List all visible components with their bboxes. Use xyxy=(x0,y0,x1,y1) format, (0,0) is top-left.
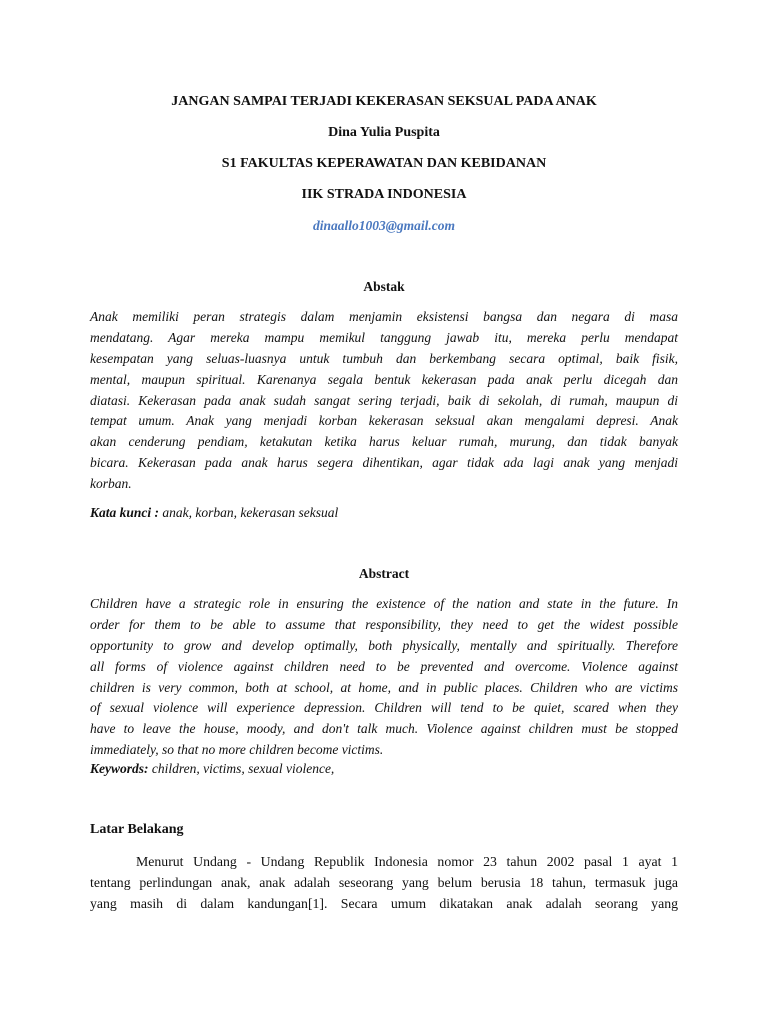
abstrak-keywords xyxy=(90,505,678,521)
abstract-line: Children have a strategic role in ensuring the existence of the nation and state in the future. In xyxy=(90,596,678,611)
abstract-paragraph xyxy=(90,594,678,761)
author-name: Dina Yulia Puspita xyxy=(328,125,440,140)
abstrak-line: mendatang. Agar mereka mampu memikul tanggung jawab itu, mereka perlu mendapat xyxy=(90,329,678,345)
latar-belakang-paragraph xyxy=(90,851,678,914)
paper-title: JANGAN SAMPAI TERJADI KEKERASAN SEKSUAL PADA ANAK xyxy=(171,94,597,109)
body-line: tentang perlindungan anak, anak adalah seseorang yang belum berusia 18 tahun, termasuk juga xyxy=(90,875,678,890)
abstract-keywords-label: Keywords: xyxy=(90,761,149,776)
abstrak-keywords-values: anak, korban, kekerasan seksual xyxy=(159,505,339,520)
latar-belakang-heading: Latar Belakang xyxy=(90,822,184,837)
author-email[interactable]: dinaallo1003@gmail.com xyxy=(312,218,456,233)
abstrak-line: korban. xyxy=(90,476,132,492)
abstract-line: of sexual violence will experience depression. Children will tend to be quiet, scared when they xyxy=(90,700,678,716)
abstract-line: children is very common, both at school, at home, and in public places. Children who are victims xyxy=(90,679,678,695)
abstrak-line: akan cenderung pendiam, ketakutan ketika harus keluar rumah, murung, dan tidak banyak xyxy=(90,434,678,450)
abstract-keywords-values: children, victims, sexual violence, xyxy=(148,761,335,776)
abstract-line: order for them to be able to assume that responsibility, they need to get the widest possible xyxy=(90,616,678,632)
abstrak-keywords-label: Kata kunci : xyxy=(90,505,160,520)
abstrak-line: Anak memiliki peran strategis dalam menjamin eksistensi bangsa dan negara di masa xyxy=(90,309,678,324)
paper-page xyxy=(90,0,678,1024)
abstract-line: have to leave the house, moody, and don't talk much. Violence against children must be stopped xyxy=(90,721,678,737)
affiliation-institution: IIK STRADA INDONESIA xyxy=(301,187,467,202)
abstrak-line: mental, maupun spiritual. Karenanya segala bentuk kekerasan pada anak perlu dicegah dan xyxy=(90,371,678,387)
affiliation-faculty: S1 FAKULTAS KEPERAWATAN DAN KEBIDANAN xyxy=(221,156,547,171)
abstrak-line: kesempatan yang seluas-luasnya untuk tumbuh dan berkembang secara optimal, baik fisik, xyxy=(90,350,678,366)
abstrak-line: bicara. Kekerasan pada anak harus segera dihentikan, agar tidak ada lagi anak yang menjadi xyxy=(90,455,678,471)
abstract-line: opportunity to grow and develop optimally, both physically, mentally and spiritually. Therefore xyxy=(90,637,678,653)
abstrak-paragraph xyxy=(90,307,678,495)
body-line: yang masih di dalam kandungan[1]. Secara umum dikatakan anak adalah seorang yang xyxy=(90,896,678,911)
abstrak-line: tempat umum. Anak yang menjadi korban kekerasan seksual akan mengalami depresi. Anak xyxy=(90,413,678,429)
abstract-line: immediately, so that no more children become victims. xyxy=(90,742,384,758)
body-line: Menurut Undang - Undang Republik Indonesia nomor 23 tahun 2002 pasal 1 ayat 1 xyxy=(136,854,678,869)
abstract-line: all forms of violence against children need to be prevented and overcome. Violence against xyxy=(90,658,678,674)
abstract-keywords xyxy=(90,761,678,777)
abstract-heading: Abstract xyxy=(358,566,410,581)
abstrak-heading: Abstak xyxy=(363,279,405,294)
abstrak-line: diatasi. Kekerasan pada anak sudah sangat sering terjadi, baik di sekolah, di rumah, maupun di xyxy=(90,392,678,408)
